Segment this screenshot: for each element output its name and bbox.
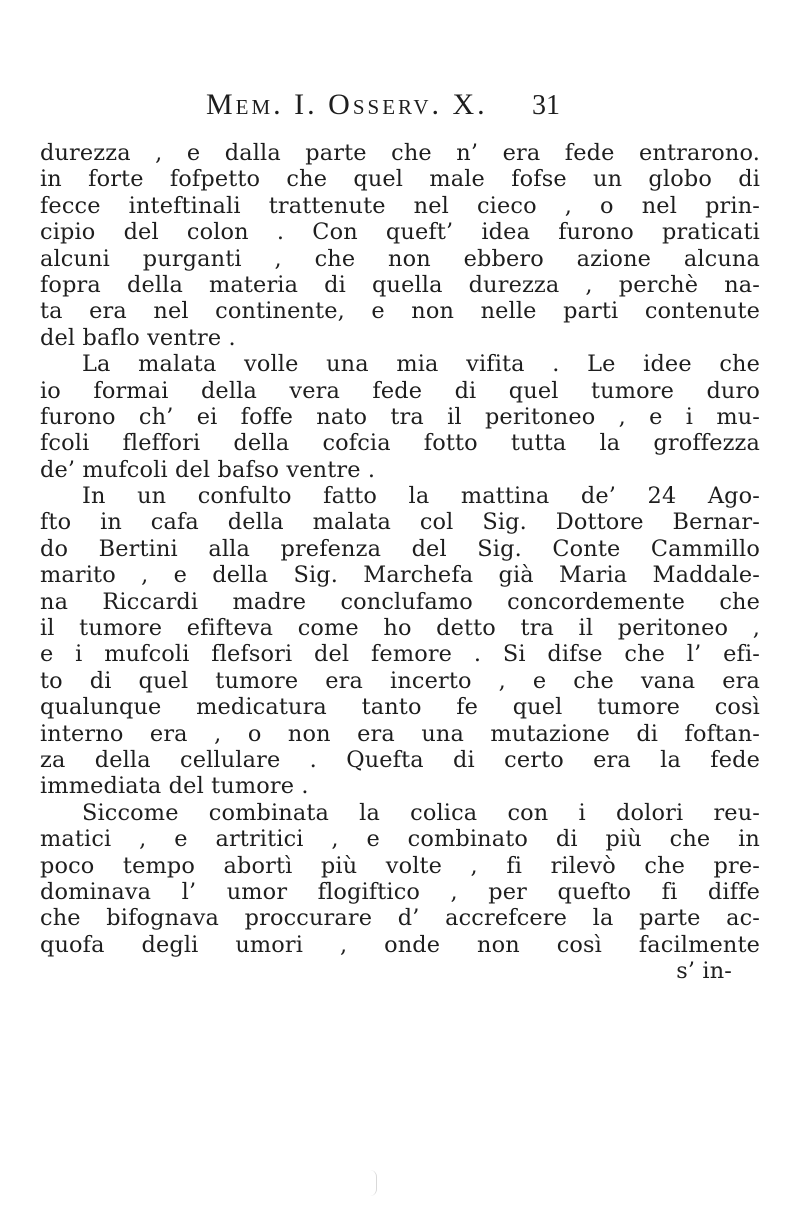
text-line: furono ch’ ei foffe nato tra il peritoneo , e i mu- (40, 403, 760, 430)
text-line: In un confulto fatto la mattina de’ 24 Ago- (82, 483, 760, 510)
text-line: io formai della vera fede di quel tumore duro (40, 377, 760, 404)
text-line: de’ mufcoli del bafso ventre . (40, 456, 376, 483)
page-number: 31 (532, 90, 560, 121)
text-line: qualunque medicatura tanto fe quel tumore così (40, 694, 760, 721)
text-line: durezza , e dalla parte che n’ era fede entrarono. (40, 140, 760, 166)
body-text (40, 140, 760, 985)
text-line: interno era , o non era una mutazione di foftan- (40, 720, 760, 747)
text-line: in forte fofpetto che quel male fofse un globo di (40, 166, 760, 193)
running-head: Mem. I. Osserv. X. (206, 88, 488, 121)
text-line: cipio del colon . Con queft’ idea furono praticati (40, 219, 760, 246)
text-line: fecce inteftinali trattenute nel cieco , o nel prin- (40, 192, 760, 219)
catchword: s’ in- (676, 958, 732, 985)
text-line: do Bertini alla prefenza del Sig. Conte Cammillo (40, 535, 760, 562)
text-line: matici , e artritici , e combinato di più che in (40, 826, 760, 853)
text-line: immediata del tumore . (40, 773, 309, 800)
text-line: alcuni purganti , che non ebbero azione alcuna (40, 245, 760, 272)
text-line: il tumore efifteva come ho detto tra il peritoneo , (40, 615, 760, 642)
text-line: del baflo ventre . (40, 324, 236, 351)
text-line: fopra della materia di quella durezza , perchè na- (40, 271, 760, 298)
text-line: e i mufcoli flefsori del femore . Si difse che l’ efi- (40, 641, 760, 668)
text-line: ta era nel continente, e non nelle parti contenute (40, 298, 760, 325)
text-line: dominava l’ umor flogiftico , per quefto fi diffe (40, 878, 760, 905)
text-line: Siccome combinata la colica con i dolori reu- (82, 799, 760, 826)
text-line: quofa degli umori , onde non così facilmente (40, 931, 760, 958)
text-line: fcoli fleffori della cofcia fotto tutta la groffezza (40, 430, 760, 457)
text-line: poco tempo abortì più volte , fi rilevò che pre- (40, 852, 760, 879)
text-line: na Riccardi madre conclufamo concordemente che (40, 588, 760, 615)
text-line: fto in cafa della malata col Sig. Dottore Bernar- (40, 509, 760, 536)
text-line: za della cellulare . Quefta di certo era la fede (40, 746, 760, 773)
text-line: La malata volle una mia vifita . Le idee che (82, 351, 760, 378)
text-line: to di quel tumore era incerto , e che vana era (40, 667, 760, 694)
text-line: che bifognava proccurare d’ accrefcere la parte ac- (40, 905, 760, 932)
page-header (0, 88, 800, 128)
paper-mark (370, 1170, 377, 1196)
text-line: marito , e della Sig. Marchefa già Maria Maddale- (40, 562, 760, 589)
